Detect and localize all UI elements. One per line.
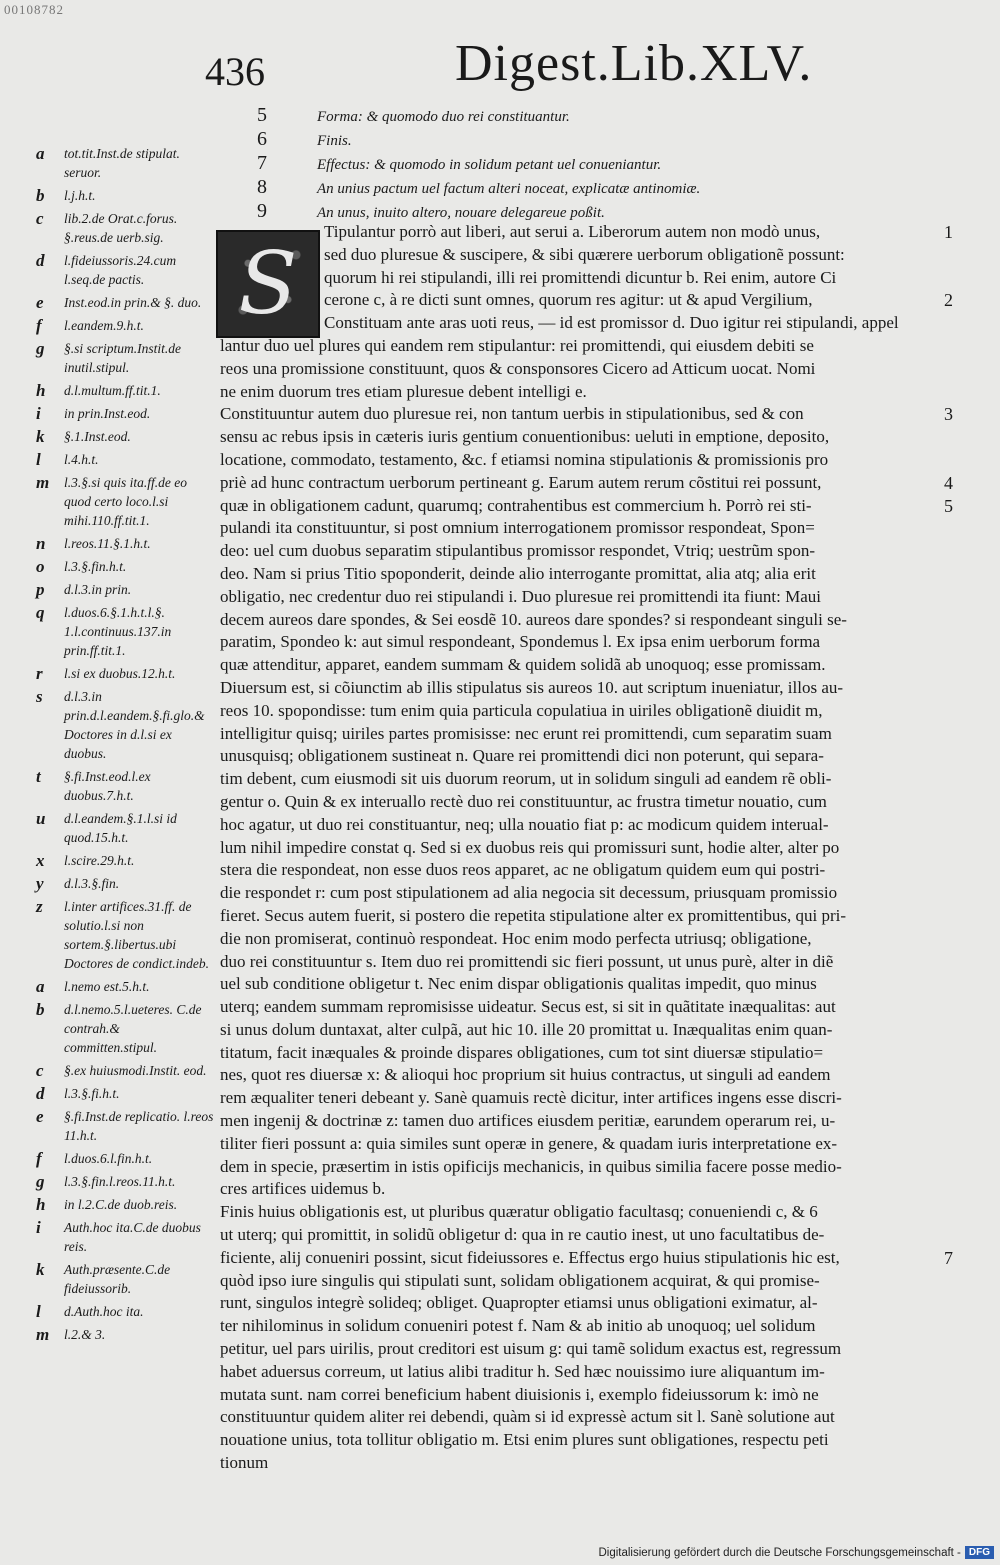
note-text: d.l.3.in prin. (64, 582, 132, 597)
summary-number: 8 (257, 176, 267, 198)
note-text: l.si ex duobus.12.h.t. (64, 666, 176, 681)
note-text: l.3.§.fin.l.reos.11.h.t. (64, 1174, 176, 1189)
margin-note (36, 251, 214, 289)
text-line: cerone c, à re dicti sunt omnes, quorum res agitur: ut & apud Vergilium, (324, 290, 813, 310)
text-line: nouatione unius, tota tollitur obligatio m. Etsi enim plures sunt obligationes, respectu peti (220, 1430, 829, 1450)
note-text: l.reos.11.§.1.h.t. (64, 536, 151, 551)
note-text: l.3.§.si quis ita.ff.de eo quod certo loco.l.si mihi.110.ff.tit.1. (64, 475, 187, 528)
text-line: die respondet r: cum post stipulationem ad alia negocia sit decessum, priusquam promissio (220, 883, 838, 903)
summary-row (255, 128, 855, 152)
text-line: Tipulantur porrò aut liberi, aut serui a. Liberorum autem non modò unus, (324, 222, 821, 241)
paragraph-number: 4 (944, 472, 953, 493)
margin-note (36, 809, 214, 847)
summary-row (255, 200, 855, 224)
text-line: Diuersum est, si cõiunctim ab illis stipulatus sis aureos 10. aut scriptum inueniatur, illos au- (220, 677, 844, 697)
note-letter: b (36, 186, 45, 205)
note-letter: b (36, 1000, 45, 1019)
margin-note (36, 557, 214, 576)
margin-note (36, 874, 214, 893)
summary-number: 6 (257, 128, 267, 150)
note-letter: e (36, 293, 44, 312)
note-letter: a (36, 144, 45, 163)
note-text: lib.2.de Orat.c.forus. §.reus.de uerb.sig. (64, 211, 178, 245)
note-letter: d (36, 251, 45, 270)
note-letter: m (36, 473, 50, 492)
text-line: paratim, Spondeo k: aut simul respondeant, Spondemus l. Ex ipsa enim uerborum forma (220, 632, 821, 652)
note-text: §.ex huiusmodi.Instit. eod. (64, 1063, 207, 1078)
note-letter: f (36, 316, 42, 335)
text-line: reos una promissione constituunt, quos & consponsores Cicero ad Atticum uocat. Nomi (220, 358, 816, 378)
note-letter: t (36, 767, 41, 786)
note-letter: f (36, 1149, 42, 1168)
margin-notes (36, 144, 214, 1348)
text-line: habet aduersus correum, ut latius alibi traditur h. Sed hæc nouissimo iure aliquantum im- (220, 1361, 825, 1381)
margin-note (36, 1107, 214, 1145)
summary-text: Forma: & quomodo duo rei constituantur. (317, 109, 570, 125)
note-text: in prin.Inst.eod. (64, 406, 151, 421)
body-text (220, 222, 942, 1476)
text-line: Constituam ante aras uoti reus, — id est promissor d. Duo igitur rei stipulandi, appel (324, 313, 899, 333)
footer (598, 1546, 994, 1559)
note-text: Inst.eod.in prin.& §. duo. (64, 295, 202, 310)
text-line: ut uterq; qui promittit, in solidũ obligetur d: qua in re cautio inest, ut uno facultatibus de- (220, 1225, 825, 1245)
note-letter: h (36, 381, 46, 400)
text-line: si unus dolum duntaxat, alter culpã, aut hic 10. ille 20 promittat u. Inæqualitas enim quan- (220, 1019, 833, 1039)
note-text: d.l.multum.ff.tit.1. (64, 383, 161, 398)
text-line: runt, singulos integrè solideq; obliget. Quapropter etiamsi unus obligationi eximatur, al- (220, 1293, 818, 1313)
text-line: pulandi ita constituuntur, si post omnium interrogationem promissor respondeat, Spon= (220, 518, 815, 538)
note-letter: r (36, 664, 43, 683)
margin-note (36, 664, 214, 683)
margin-note (36, 767, 214, 805)
summary-row (255, 152, 855, 176)
text-line: mutata sunt. nam correi beneficium habent diuisionis i, exemplo fideiussorum k: imò ne (220, 1384, 819, 1404)
text-line: fieret. Secus autem fuerit, si postero die repetita stipulatione alter ex promittentibus, qui pri- (220, 905, 846, 925)
paragraph-number: 5 (944, 495, 953, 516)
note-letter: y (36, 874, 44, 893)
margin-note (36, 209, 214, 247)
note-letter: p (36, 580, 45, 599)
text-line: tionum (220, 1453, 269, 1473)
text-line: unusquisq; obligationem sustineat n. Quare rei promittendi dici non poterunt, qui separa- (220, 746, 824, 766)
margin-note (36, 687, 214, 763)
margin-note (36, 603, 214, 660)
margin-note (36, 427, 214, 446)
text-line: men ingenij & doctrinæ z: tamen duo artifices eiusdem peritiæ, earundem operarum rei, u- (220, 1111, 836, 1131)
footer-text: Digitalisierung gefördert durch die Deutsche Forschungsgemeinschaft - (598, 1546, 961, 1559)
text-line: deo: uel cum duobus separatim stipulantibus promissor respondet, Vtriq; uestrũm spon- (220, 541, 816, 561)
margin-note (36, 1149, 214, 1168)
note-text: in l.2.C.de duob.reis. (64, 1197, 178, 1212)
text-line: rem æqualiter teneri debeant y. Sanè quamuis rectè dicitur, inter artifices ingens esse discri- (220, 1088, 842, 1108)
summary-text: An unius pactum uel factum alteri noceat, explicatæ antinomiæ. (317, 181, 701, 197)
text-line: dem in specie, præsertim in istis opificijs mechanicis, in quibus similia facere posse medio- (220, 1156, 842, 1176)
note-letter: o (36, 557, 45, 576)
margin-note (36, 1302, 214, 1321)
margin-note (36, 1172, 214, 1191)
margin-note (36, 851, 214, 870)
note-text: d.l.3.in prin.d.l.eandem.§.fi.glo.& Doctores in d.l.si ex duobus. (64, 689, 205, 761)
text-line: Finis huius obligationis est, ut pluribus quæratur obligatio facultasq; conueniendi c, & 6 (220, 1202, 818, 1222)
text-line: sed duo pluresue & suscipere, & sibi quærere uerborum obligationẽ possunt: (324, 244, 845, 264)
note-letter: k (36, 427, 45, 446)
margin-note (36, 1325, 214, 1344)
text-line: nes, quot res diuersæ x: & alioqui hoc proprium sit huius contractus, ut singuli ad eandem (220, 1065, 831, 1085)
text-line: quæ attenditur, apparet, eandem summam & quidem solidã ab unoquoq; esse promissam. (220, 655, 826, 675)
text-line: quæ in obligationem cadunt, quarumq; contrahentibus est commercium h. Porrò rei sti- (220, 495, 812, 515)
text-line: uel sub conditione obligetur t. Nec enim dispar obligationis qualitas impedit, quo minus (220, 974, 817, 994)
text-line: ficiente, alij conueniri possint, sicut fideiussores e. Effectus ergo huius stipulationis hic est, (220, 1247, 840, 1267)
paragraph-number: 1 (944, 222, 953, 242)
summary-text: An unus, inuito altero, nouare delegareue poßit. (317, 205, 605, 221)
text-line: deo. Nam si prius Titio spoponderit, deinde alio interrogante promittat, alia atq; alia erit (220, 563, 816, 583)
margin-note (36, 339, 214, 377)
margin-note (36, 977, 214, 996)
text-line: lantur duo uel plures qui eandem rem stipulantur: rei promittendi, qui eiusdem debiti se (220, 335, 814, 355)
text-line: duo rei constituuntur s. Item duo rei promittendi sic fieri possunt, ut unus purè, alter in diẽ (220, 951, 834, 971)
text-line: uterq; eandem summam repromisisse uideatur. Secus est, si sit in quãtitate inæqualitas: aut (220, 997, 836, 1017)
note-letter: g (36, 339, 45, 358)
note-letter: u (36, 809, 46, 828)
note-text: d.l.3.§.fin. (64, 876, 120, 891)
text-line: stera die respondeat, non esse duos reos apparet, ac ne obligatum quidem eum qui postri- (220, 860, 826, 880)
paragraph-number: 7 (944, 1248, 953, 1268)
note-letter: a (36, 977, 45, 996)
running-head: Digest.Lib.XLV. (455, 35, 813, 92)
note-letter: q (36, 603, 45, 622)
text-line: titatum, facit inæquales & proinde dispares obligationes, cum tot sint diuersæ stipulatio= (220, 1042, 824, 1062)
summary-row (255, 104, 855, 128)
chapter-summary (255, 104, 855, 224)
margin-note (36, 450, 214, 469)
text-line: priè ad hunc contractum uerborum pertineant g. Earum autem rerum cõstitui rei possunt, (220, 472, 822, 492)
note-letter: l (36, 1302, 41, 1321)
text-line: ter nihilominus in solidum conueniri potest f. Nam & ab initio ab unoquoq; uel solidum (220, 1316, 816, 1336)
dfg-logo: DFG (965, 1546, 994, 1559)
note-letter: g (36, 1172, 45, 1191)
margin-note (36, 144, 214, 182)
summary-text: Finis. (317, 133, 352, 149)
note-text: Auth.hoc ita.C.de duobus reis. (64, 1220, 201, 1254)
text-line: gentur o. Quin & ex interuallo rectè duo rei constituuntur, ac frustra timetur nouatio, cum (220, 791, 827, 811)
margin-note (36, 1084, 214, 1103)
paragraph-number: 3 (944, 404, 953, 425)
margin-note (36, 316, 214, 335)
margin-note (36, 404, 214, 423)
margin-note (36, 186, 214, 205)
note-letter: n (36, 534, 46, 553)
note-text: Auth.præsente.C.de fideiussorib. (64, 1262, 171, 1296)
text-line: quorum hi rei stipulandi, illi rei promittendi dicuntur b. Rei enim, autore Ci (324, 267, 837, 287)
note-letter: c (36, 209, 44, 228)
text-line: reos 10. spopondisse: tum enim quia particula copulatiua in uiriles obligationẽ diuidit m, (220, 700, 823, 720)
margin-note (36, 293, 214, 312)
initial-letter: S (238, 234, 298, 334)
note-text: §.si scriptum.Instit.de inutil.stipul. (64, 341, 181, 375)
note-letter: z (36, 897, 43, 916)
margin-note (36, 381, 214, 400)
summary-number: 9 (257, 200, 267, 222)
note-letter: m (36, 1325, 50, 1344)
note-text: l.4.h.t. (64, 452, 99, 467)
note-text: l.2.& 3. (64, 1327, 106, 1342)
margin-note (36, 1061, 214, 1080)
text-line: decem aureos dare spondes, & Sei eosdẽ 10. aureos dare spondes? si respondeant singuli se- (220, 609, 847, 629)
margin-note (36, 1195, 214, 1214)
note-letter: s (36, 687, 43, 706)
summary-text: Effectus: & quomodo in solidum petant uel conueniantur. (317, 157, 662, 173)
text-line: die non promiserat, continuò respondeat. Hoc enim modo perfecta utriusq; obligatione, (220, 928, 812, 948)
text-line: hoc agatur, ut duo rei constituantur, neq; ulla nouatio fiat p: ac modicum quidem interual- (220, 814, 829, 834)
note-letter: h (36, 1195, 46, 1214)
text-line: intelligitur quisq; uiriles partes promisisse: nec erunt rei promittendi, cum separatim suam (220, 723, 832, 743)
note-text: l.3.§.fin.h.t. (64, 559, 127, 574)
text-line: locatione, commodato, testamento, &c. f etiamsi nomina stipulationis & promissionis pro (220, 449, 829, 469)
text-line: tim debent, cum eiusmodi sit uis duorum reorum, ut in solidum singuli ad eandem rẽ obli- (220, 769, 832, 789)
note-text: l.scire.29.h.t. (64, 853, 135, 868)
note-text: l.nemo est.5.h.t. (64, 979, 150, 994)
note-letter: k (36, 1260, 45, 1279)
text-line: quòd ipso iure singulis qui stipulati sunt, solidam obligationem acquirat, & qui promise- (220, 1270, 820, 1290)
margin-note (36, 1000, 214, 1057)
note-text: d.Auth.hoc ita. (64, 1304, 144, 1319)
note-text: §.fi.Inst.de replicatio. l.reos 11.h.t. (64, 1109, 214, 1143)
note-text: l.duos.6.l.fin.h.t. (64, 1151, 153, 1166)
text-line: obligatio, nec credentur duo rei stipulandi i. Duo pluresue rei promittendi ita fiunt: Maui (220, 586, 821, 606)
folio-number: 436 (205, 49, 265, 94)
note-letter: d (36, 1084, 45, 1103)
margin-note (36, 473, 214, 530)
note-text: l.duos.6.§.1.h.t.l.§. 1.l.continuus.137.in prin.ff.tit.1. (64, 605, 172, 658)
note-text: d.l.eandem.§.1.l.si id quod.15.h.t. (64, 811, 177, 845)
text-line: tiliter fieri possunt a: quia similes sunt operæ in genere, & quadam iuris interpretatione ex- (220, 1133, 838, 1153)
note-letter: x (36, 851, 45, 870)
note-text: l.eandem.9.h.t. (64, 318, 144, 333)
note-letter: i (36, 404, 41, 423)
note-text: tot.tit.Inst.de stipulat. seruor. (64, 146, 180, 180)
text-line: Constituuntur autem duo pluresue rei, non tantum uerbis in stipulationibus, sed & con (220, 404, 804, 424)
text-line: lum nihil impedire constat q. Sed si ex duobus reis qui promissuri sunt, hodie alter, alter po (220, 837, 840, 857)
text-line: petitur, uel pars uirilis, prout creditori est uisum g: qui tamẽ solidum exactus est, regressum (220, 1339, 842, 1359)
summary-number: 5 (257, 104, 267, 126)
note-text: l.3.§.fi.h.t. (64, 1086, 120, 1101)
margin-note (36, 534, 214, 553)
note-letter: c (36, 1061, 44, 1080)
summary-number: 7 (257, 152, 267, 174)
margin-note (36, 1260, 214, 1298)
margin-note (36, 897, 214, 973)
note-text: §.1.Inst.eod. (64, 429, 131, 444)
note-letter: i (36, 1218, 41, 1237)
text-line: sensu ac rebus ipsis in cæteris iuris gentium conuentionibus: ueluti in emptione, deposito, (220, 427, 830, 447)
note-letter: l (36, 450, 41, 469)
note-text: §.fi.Inst.eod.l.ex duobus.7.h.t. (64, 769, 151, 803)
paragraph-number: 2 (944, 290, 953, 311)
text-line: ne enim duorum tres etiam pluresue debent intelligi e. (220, 381, 587, 401)
text-line: constituuntur quidem aliter rei debendi, quàm si id expressè actum sit l. Sanè solutione aut (220, 1407, 835, 1427)
text-line: cres artifices uidemus b. (220, 1179, 386, 1199)
note-text: d.l.nemo.5.l.ueteres. C.de contrah.& committen.stipul. (64, 1002, 202, 1055)
summary-row (255, 176, 855, 200)
reference-id: 00108782 (4, 2, 64, 17)
margin-note (36, 1218, 214, 1256)
note-text: l.fideiussoris.24.cum l.seq.de pactis. (64, 253, 177, 287)
note-text: l.inter artifices.31.ff. de solutio.l.si non sortem.§.libertus.ubi Doctores de condict.indeb. (64, 899, 209, 971)
note-letter: e (36, 1107, 44, 1126)
note-text: l.j.h.t. (64, 188, 96, 203)
margin-note (36, 580, 214, 599)
